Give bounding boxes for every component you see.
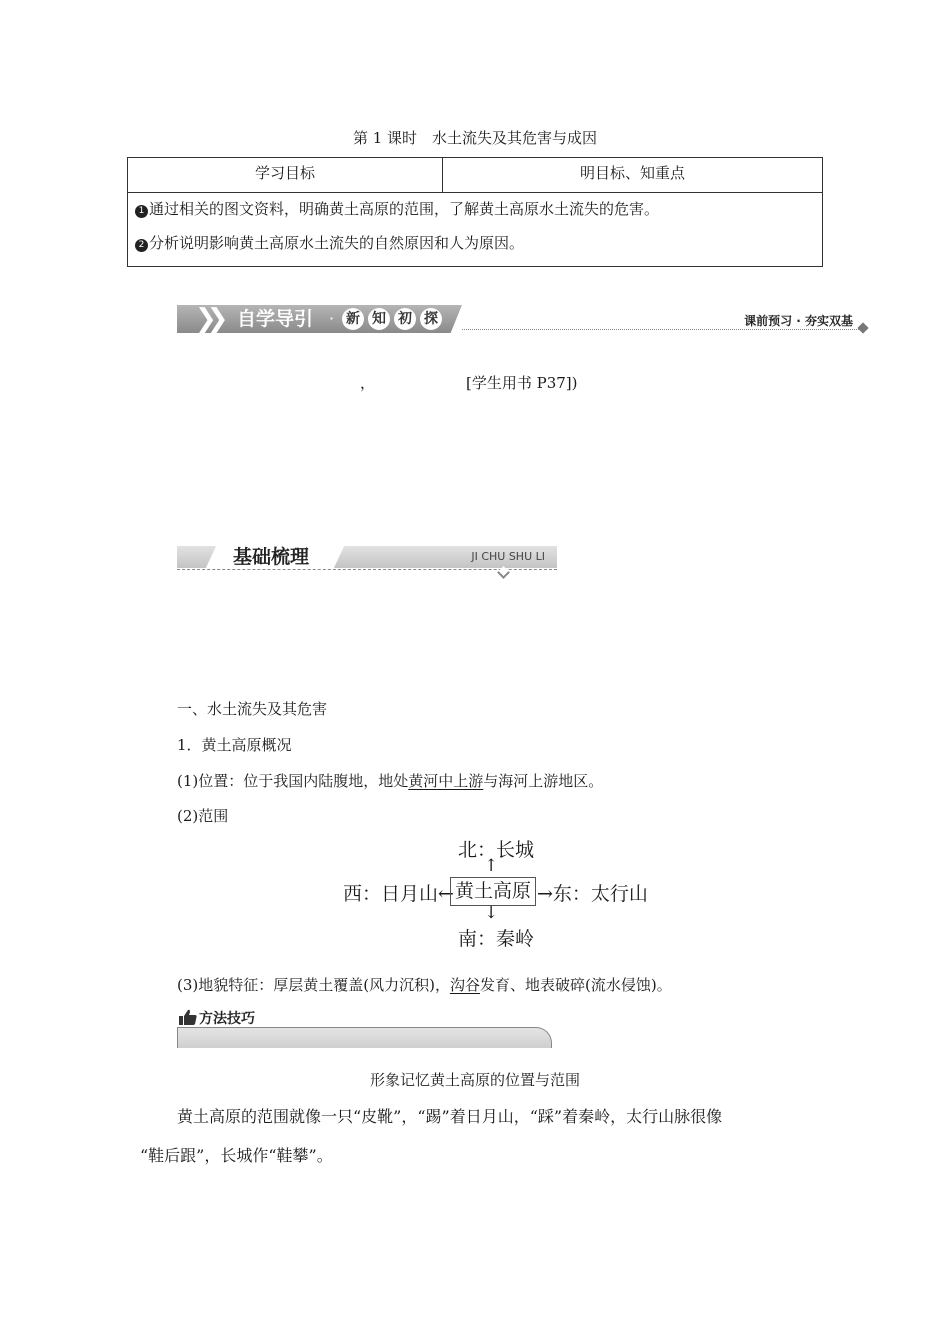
landform-paragraph <box>177 974 672 995</box>
banner-circle-char: 知 <box>368 308 390 330</box>
goal-item <box>135 198 659 219</box>
banner-circle-char: 新 <box>342 308 364 330</box>
goal-item <box>135 232 524 253</box>
banner-title: 基础梳理 <box>233 546 310 568</box>
goal-text: 通过相关的图文资料，明确黄土高原的范围，了解黄土高原水土流失的危害。 <box>149 200 660 218</box>
location-underlined: 黄河中上游 <box>408 772 484 790</box>
landform-underlined: 沟谷 <box>449 976 480 994</box>
textbook-reference: [学生用书 P37]) <box>466 374 578 392</box>
method-tips-banner <box>177 1006 552 1046</box>
basics-banner <box>177 545 557 575</box>
diamond-icon <box>857 322 868 333</box>
goal-number-badge: 2 <box>135 239 148 252</box>
double-chevron-icon: ❯❯ <box>195 304 219 334</box>
banner-subtitle: 课前预习 · 夯实双基 <box>744 314 853 328</box>
diagram-south: 南：秦岭 <box>458 928 535 950</box>
method-tab-shape <box>177 1027 552 1048</box>
diagram-west: 西：日月山← <box>343 883 454 905</box>
memo-line-2: “鞋后跟”，长城作“鞋攀”。 <box>140 1146 333 1165</box>
goal-number-badge: 1 <box>135 205 148 218</box>
goals-header-right: 明目标、知重点 <box>579 164 685 182</box>
banner-title: 自学导引 <box>237 308 314 330</box>
landform-prefix: (3)地貌特征：厚层黄土覆盖(风力沉积)， <box>177 976 450 994</box>
range-heading: (2)范围 <box>177 807 229 825</box>
self-study-banner <box>177 303 867 339</box>
lesson-title: 第 1 课时 水土流失及其危害与成因 <box>352 129 598 147</box>
subsection-heading: 1．黄土高原概况 <box>177 736 292 754</box>
learning-goals-table <box>127 157 823 267</box>
banner-circle-char: 探 <box>420 308 442 330</box>
banner-separator: · <box>329 309 335 328</box>
goals-table-header <box>128 158 822 193</box>
goal-text: 分析说明影响黄土高原水土流失的自然原因和人为原因。 <box>149 234 525 252</box>
location-prefix: (1)位置：位于我国内陆腹地，地处 <box>177 772 409 790</box>
banner-circle-char: 初 <box>394 308 416 330</box>
location-suffix: 与海河上游地区。 <box>483 772 604 790</box>
goals-header-left: 学习目标 <box>128 158 443 192</box>
memo-line-1: 黄土高原的范围就像一只“皮靴”，“踢”着日月山，“踩”着秦岭，太行山脉很像 <box>177 1107 723 1126</box>
diagram-east: →东：太行山 <box>537 883 648 905</box>
banner-pinyin: JI CHU SHU LI <box>471 550 545 563</box>
ref-comma: ， <box>360 374 376 392</box>
arrow-down-icon: ↓ <box>484 903 499 923</box>
diagram-center-box: 黄土高原 <box>450 877 536 906</box>
location-paragraph <box>177 770 603 791</box>
banner-dotted-line <box>462 329 859 330</box>
arrow-up-icon: ↑ <box>484 856 499 876</box>
memo-title: 形象记忆黄土高原的位置与范围 <box>369 1071 580 1089</box>
landform-suffix: 发育、地表破碎(流水侵蚀)。 <box>479 976 672 994</box>
section-heading: 一、水土流失及其危害 <box>177 700 328 718</box>
thumbs-up-icon <box>179 1009 197 1025</box>
method-label: 方法技巧 <box>199 1011 255 1027</box>
diagram-north: 北：长城 <box>458 839 535 861</box>
